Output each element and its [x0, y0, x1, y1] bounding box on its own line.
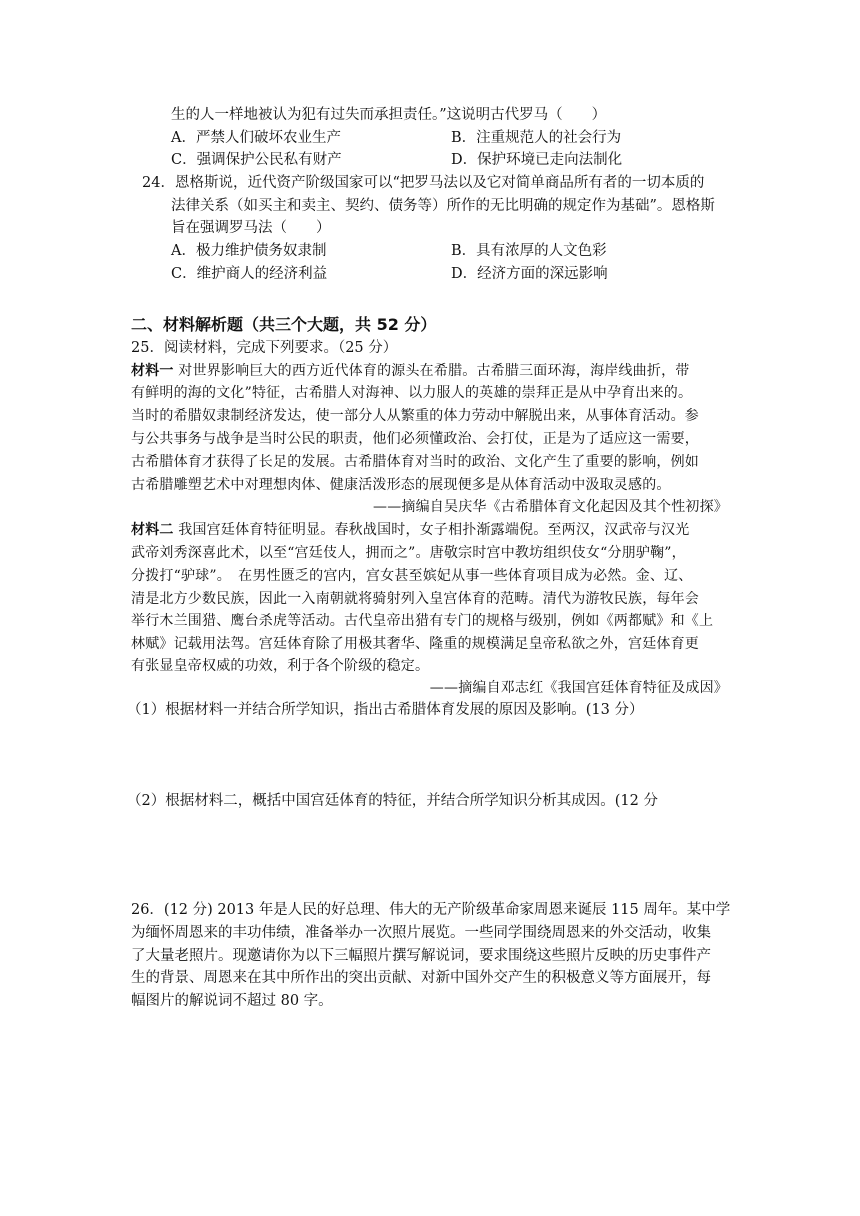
q23-option-c: C．强调保护公民私有财产: [171, 152, 342, 168]
q26-line-4: 生的背景、周恩来在其中所作出的突出贡献、对新中国外交产生的积极意义等方面展开，每: [131, 970, 711, 986]
material-2-line-1: 材料二 我国宫廷体育特征明显。春秋战国时，女子相扑渐露端倪。至两汉，汉武帝与汉光: [131, 522, 690, 538]
section-heading: 二、材料解析题（共三个大题，共 52 分）: [131, 315, 437, 334]
material-2-line-7: 有张显皇帝权威的功效，利于各个阶级的稳定。: [131, 658, 430, 674]
material-2-line-4: 清是北方少数民族，因此一入南朝就将骑射列入皇宫体育的范畴。清代为游牧民族，每年会: [131, 591, 699, 607]
q24-option-a: A．极力维护债务奴隶制: [171, 243, 327, 259]
q26-line-1: 26．(12 分) 2013 年是人民的好总理、伟大的无产阶级革命家周恩来诞辰 115 周年。某中学: [131, 902, 731, 918]
material-1-label: 材料一: [131, 363, 174, 379]
q24-option-b: B．具有浓厚的人文色彩: [451, 243, 607, 259]
q24-option-c: C．维护商人的经济利益: [171, 266, 328, 282]
q26-line-5: 幅图片的解说词不超过 80 字。: [131, 993, 333, 1009]
q26-line-2: 为缅怀周恩来的丰功伟绩，准备举办一次照片展览。一些同学围绕周恩来的外交活动，收集: [131, 925, 711, 941]
material-2-line-3: 分拨打“驴球”。 在男性匮乏的宫内，宫女甚至嫔妃从事一些体育项目成为必然。金、辽、: [131, 568, 693, 584]
material-1-line-4: 与公共事务与战争是当时公民的职责，他们必须懂政治、会打仗，正是为了适应这一需要，: [131, 431, 699, 447]
q23-continuation: 生的人一样地被认为犯有过失而承担责任。”这说明古代罗马（ ）: [171, 107, 607, 123]
material-2-label: 材料二: [131, 522, 174, 538]
material-1-line-1: 材料一 对世界影响巨大的西方近代体育的源头在希腊。古希腊三面环海，海岸线曲折，带: [131, 363, 690, 379]
material-1-line-5: 古希腊体育才获得了长足的发展。古希腊体育对当时的政治、文化产生了重要的影响，例如: [131, 454, 699, 470]
q25-subquestion-2: （2）根据材料二，概括中国宫廷体育的特征，并结合所学知识分析其成因。(12 分: [127, 793, 658, 809]
material-1-source: ——摘编自吴庆华《古希腊体育文化起因及其个性初探》: [373, 499, 728, 515]
q24-line-3: 旨在强调罗马法（ ）: [171, 220, 331, 236]
q25-intro: 25．阅读材料，完成下列要求。（25 分）: [131, 340, 398, 356]
q23-option-d: D．保护环境已走向法制化: [451, 152, 623, 168]
material-1-line-6: 古希腊雕塑艺术中对理想肉体、健康活泼形态的展现便多是从体育活动中汲取灵感的。: [131, 477, 671, 493]
material-2-line-6: 林赋》记载用法驾。宫廷体育除了用极其奢华、隆重的规模满足皇帝私欲之外，宫廷体育更: [131, 636, 699, 652]
q23-option-a: A．严禁人们破坏农业生产: [171, 130, 341, 146]
material-1-line-2: 有鲜明的海的文化”特征，古希腊人对海神、以力服人的英雄的崇拜正是从中孕育出来的。: [131, 385, 693, 401]
material-2-source: ——摘编自邓志红《我国宫廷体育特征及成因》: [429, 680, 728, 696]
q24-option-d: D．经济方面的深远影响: [451, 266, 608, 282]
q24-line-2: 法律关系（如买主和卖主、契约、债务等）所作的无比明确的规定作为基础”。恩格斯: [171, 198, 715, 214]
q25-subquestion-1: （1）根据材料一并结合所学知识，指出古希腊体育发展的原因及影响。(13 分）: [127, 702, 644, 718]
material-2-line-2: 武帝刘秀深喜此术，以至“宫廷伎人，拥而之”。唐敬宗时宫中教坊组织伎女“分朋驴鞠”，: [131, 545, 686, 561]
material-1-line-3: 当时的希腊奴隶制经济发达，使一部分人从繁重的体力劳动中解脱出来，从事体育活动。参: [131, 408, 699, 424]
q24-line-1: 24．恩格斯说，近代资产阶级国家可以“把罗马法以及它对简单商品所有者的一切本质的: [142, 175, 705, 191]
q23-option-b: B．注重规范人的社会行为: [451, 130, 622, 146]
q26-line-3: 了大量老照片。现邀请你为以下三幅照片撰写解说词，要求围绕这些照片反映的历史事件产: [131, 948, 711, 964]
material-2-line-5: 举行木兰围猎、鹰台杀虎等活动。古代皇帝出猎有专门的规格与级别，例如《两都赋》和《上: [131, 613, 714, 629]
